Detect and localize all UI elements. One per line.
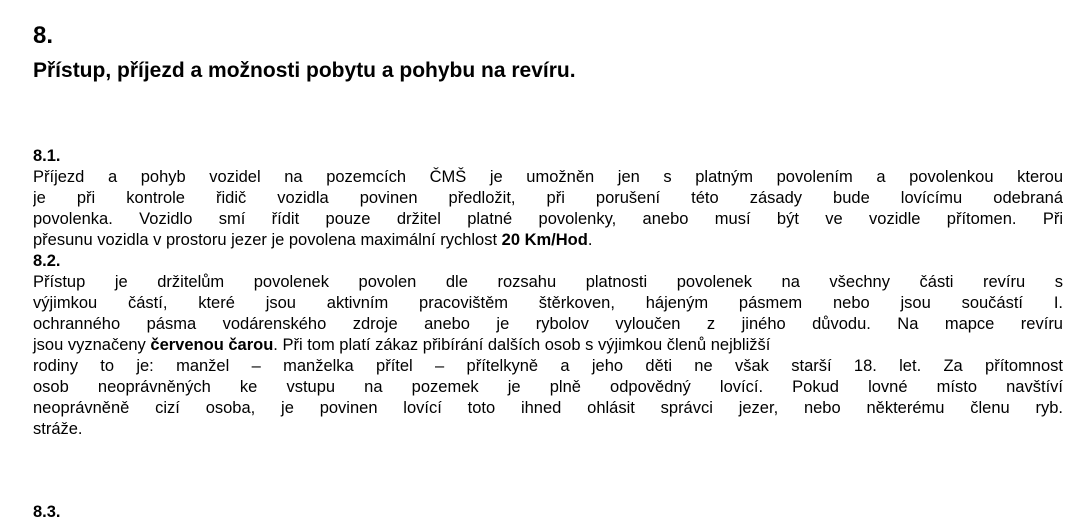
section-8-1 [33, 146, 1063, 251]
sentence-end: . [587, 231, 593, 249]
paragraph-line: rodiny to je: manžel – manželka přítel – přítelkyně a jeho děti ne však starší 18. let. Za přítomnost [33, 357, 1063, 375]
paragraph-line: Přístup je držitelům povolenek povolen dle rozsahu platnosti povolenek na všechny části revíru s [33, 273, 1063, 291]
paragraph-line: osob neoprávněných ke vstupu na pozemek je plně odpovědný lovící. Pokud lovné místo navštíví [33, 378, 1063, 396]
section-heading: 8.3. [33, 503, 61, 521]
paragraph-text: přesunu vozidla v prostoru jezer je povolena maximální rychlost [33, 231, 498, 249]
paragraph-line: Příjezd a pohyb vozidel na pozemcích ČMŠ je umožněn jen s platným povolením a povolenkou kterou [33, 168, 1063, 186]
paragraph-text: jsou vyznačeny [33, 336, 146, 354]
paragraph-line: je při kontrole řidič vozidla povinen předložit, při porušení této zásady bude lovícímu odebraná [33, 189, 1063, 207]
paragraph-text: . Při tom platí zákaz přibírání dalších osob s výjimkou členů nejbližší [273, 336, 771, 354]
chapter-number: 8. [33, 22, 54, 49]
section-8-2 [33, 251, 1063, 440]
section-8-3 [33, 502, 1063, 523]
speed-limit: 20 Km/Hod [501, 231, 588, 249]
red-line-emphasis: červenou čarou [150, 336, 274, 354]
chapter-title: Přístup, příjezd a možnosti pobytu a pohybu na revíru. [33, 59, 576, 82]
paragraph-line: povolenka. Vozidlo smí řídit pouze držitel platné povolenky, anebo musí být ve vozidle přítomen. Při [33, 210, 1063, 228]
paragraph-line: výjimkou částí, které jsou aktivním pracovištěm štěrkoven, hájeným pásmem nebo jsou součástí I. [33, 294, 1063, 312]
paragraph-line: ochranného pásma vodárenského zdroje anebo je rybolov vyloučen z jiného důvodu. Na mapce revíru [33, 315, 1063, 333]
paragraph-line [33, 335, 1063, 356]
paragraph-line: stráže. [33, 420, 83, 438]
paragraph-line: neoprávněně cizí osoba, je povinen lovící toto ihned ohlásit správci jezer, nebo některému členu ryb. [33, 399, 1063, 417]
section-heading: 8.2. [33, 252, 61, 270]
section-heading: 8.1. [33, 147, 61, 165]
paragraph-line [33, 230, 1063, 251]
